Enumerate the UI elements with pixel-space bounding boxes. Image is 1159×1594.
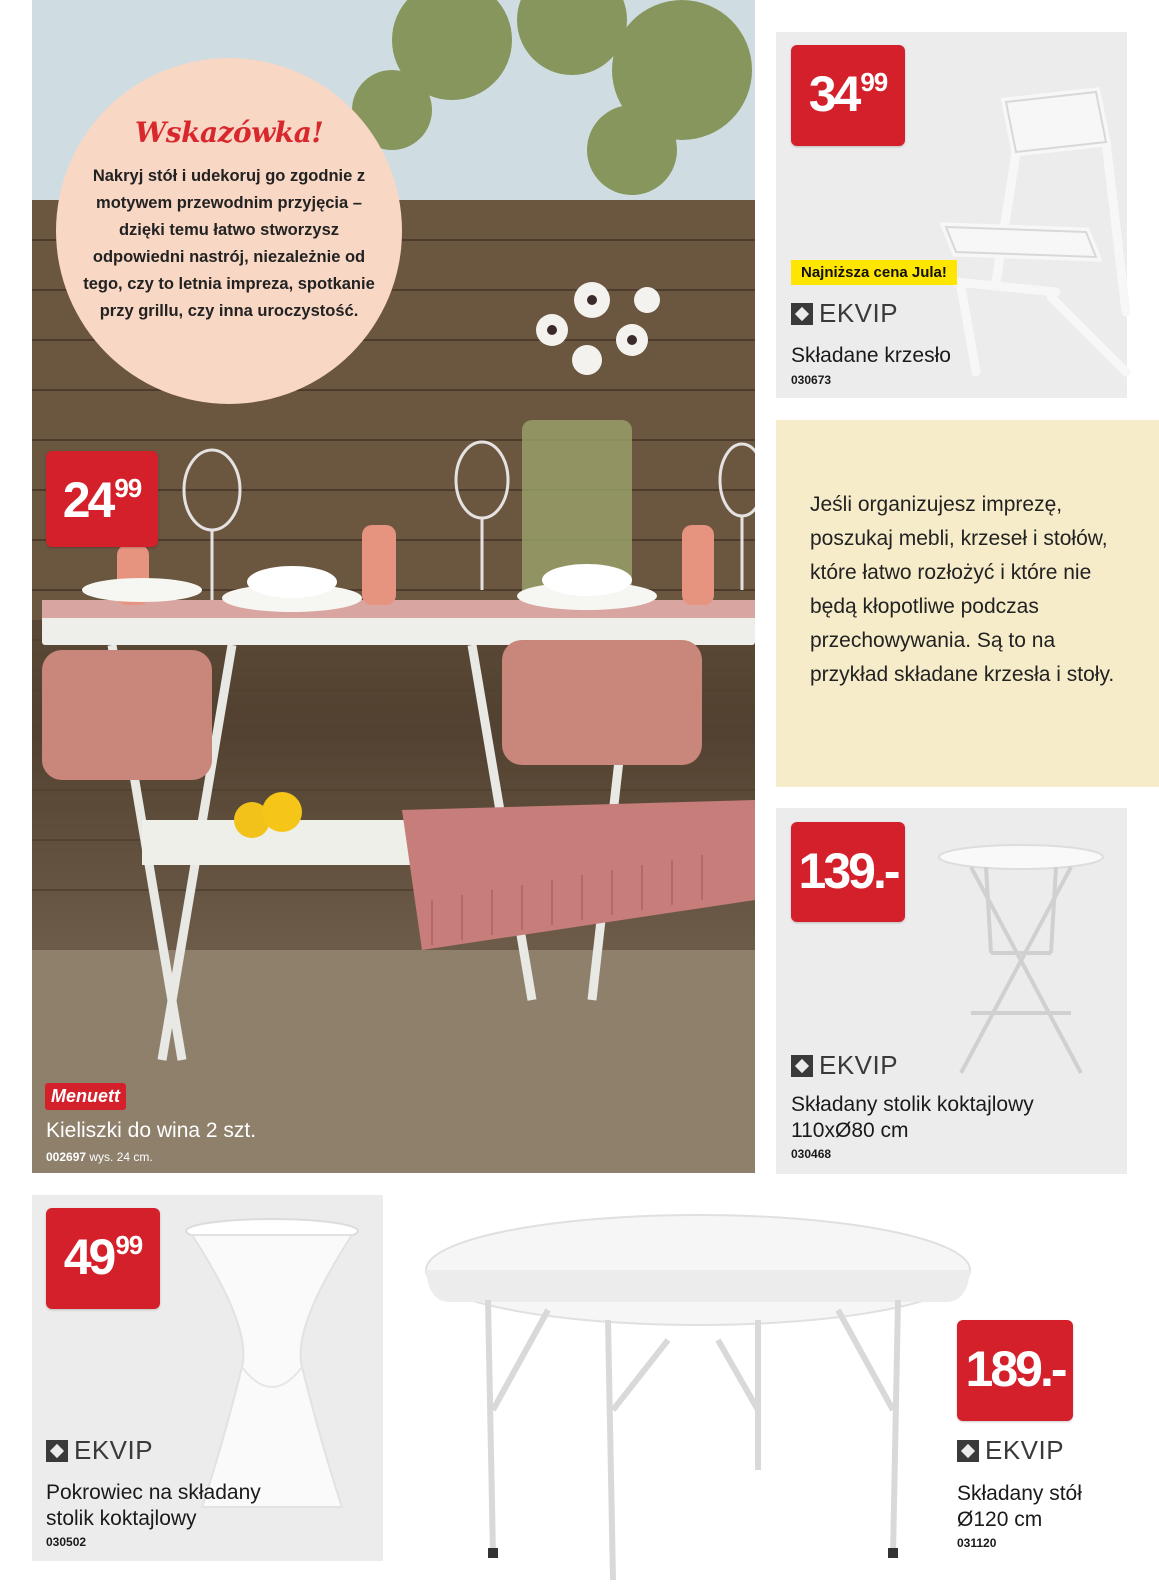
price-tag-chair: 34 99 xyxy=(791,45,905,146)
ekvip-logo-icon xyxy=(791,1055,813,1077)
price-tag-glasses: 24 99 xyxy=(46,451,158,547)
product-code-round-table: 031120 xyxy=(957,1536,997,1550)
ekvip-logo-icon xyxy=(46,1440,68,1462)
product-code-cover: 030502 xyxy=(46,1535,87,1549)
tip-title: Wskazówka! xyxy=(134,116,324,149)
info-text: Jeśli organizujesz imprezę, poszukaj mebli, krzeseł i stołów, które łatwo rozłożyć i które nie będą kłopotliwe podczas przechowywania. Są to na przykład składane krzesła i stoły. xyxy=(810,493,1115,686)
product-name-glasses: Kieliszki do wina 2 szt. xyxy=(46,1119,257,1142)
menuett-logo: Menuett xyxy=(45,1083,126,1110)
ekvip-logo-icon xyxy=(957,1440,979,1462)
product-name-cover: Pokrowiec na składany stolik koktajlowy xyxy=(46,1481,261,1530)
brand-ekvip-chair: EKVIP xyxy=(791,298,898,329)
cocktail-table-image xyxy=(931,843,1111,1093)
price-tag-cocktail-table: 139.- xyxy=(791,822,905,922)
product-code-glasses: 002697 wys. 24 cm. xyxy=(46,1150,153,1164)
product-code-chair: 030673 xyxy=(791,373,832,387)
table-cover-image xyxy=(182,1217,362,1517)
round-table-image xyxy=(418,1210,998,1580)
product-name-cocktail-table: Składany stolik koktajlowy 110xØ80 cm xyxy=(791,1093,1034,1142)
product-name-round-table: Składany stół Ø120 cm xyxy=(957,1482,1082,1531)
brand-ekvip-cocktail-table: EKVIP xyxy=(791,1050,898,1081)
tip-body: Nakryj stół i udekoruj go zgodnie z motywem przewodnim przyjęcia – dzięki temu łatwo stworzysz odpowiedni nastrój, niezależnie od tego, czy to letnia impreza, spotkanie przy grillu, czy inna uroczystość. xyxy=(83,167,375,320)
lowest-price-badge: Najniższa cena Jula! xyxy=(791,260,957,285)
tip-bubble xyxy=(56,58,402,404)
brand-ekvip-cover: EKVIP xyxy=(46,1435,153,1466)
price-tag-cover: 49 99 xyxy=(46,1208,160,1309)
brand-ekvip-round-table: EKVIP xyxy=(957,1435,1064,1466)
folding-chair-image xyxy=(936,82,1146,382)
ekvip-logo-icon xyxy=(791,303,813,325)
product-code-cocktail-table: 030468 xyxy=(791,1147,832,1161)
price-tag-round-table: 189.- xyxy=(957,1320,1073,1421)
product-name-chair: Składane krzesło xyxy=(791,344,951,367)
